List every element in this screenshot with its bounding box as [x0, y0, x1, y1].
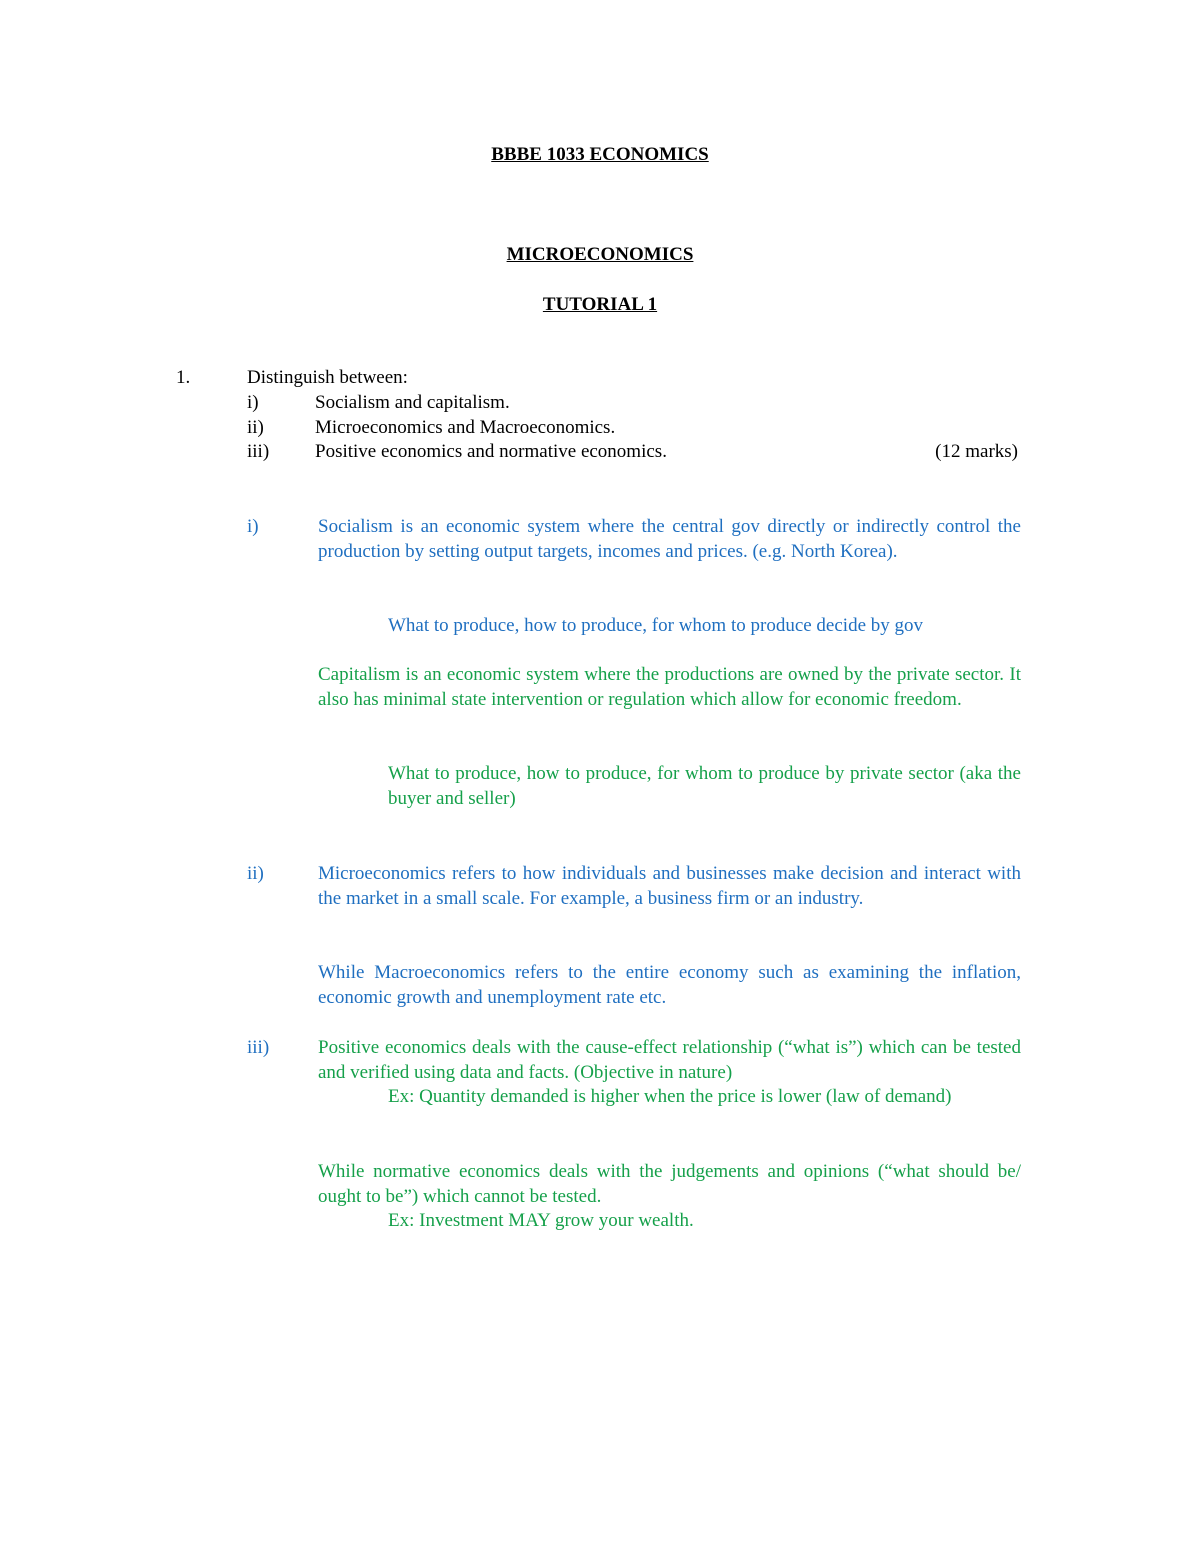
answer-normative-example: Ex: Investment MAY grow your wealth. [388, 1210, 694, 1231]
question-item-text: Socialism and capitalism. [315, 392, 510, 413]
answer-label: ii) [247, 863, 264, 884]
answer-positive-example: Ex: Quantity demanded is higher when the price is lower (law of demand) [388, 1086, 952, 1107]
question-item-label: i) [247, 392, 259, 413]
answer-capitalism-note: What to produce, how to produce, for whom to produce by private sector (aka the buyer and seller) [388, 763, 1021, 809]
question-item-text: Microeconomics and Macroeconomics. [315, 417, 616, 438]
question-number: 1. [176, 367, 191, 388]
answer-normative-economics: While normative economics deals with the judgements and opinions (“what should be/ ought to be”) which cannot be tested. [318, 1161, 1021, 1207]
answer-label: i) [247, 516, 259, 537]
course-title: BBBE 1033 ECONOMICS [491, 144, 709, 165]
subject-title: MICROECONOMICS [506, 244, 694, 265]
answer-socialism-note: What to produce, how to produce, for whom to produce decide by gov [388, 615, 924, 636]
answer-capitalism: Capitalism is an economic system where the productions are owned by the private sector. It also has minimal state intervention or regulation which allow for economic freedom. [318, 664, 1021, 710]
question-prompt: Distinguish between: [247, 367, 408, 388]
answer-macroeconomics: While Macroeconomics refers to the entire economy such as examining the inflation, economic growth and unemployment rate etc. [318, 962, 1021, 1008]
answer-socialism: Socialism is an economic system where the central gov directly or indirectly control the production by setting output targets, incomes and prices. (e.g. North Korea). [318, 516, 1021, 562]
question-item-label: ii) [247, 417, 264, 438]
answer-positive-economics: Positive economics deals with the cause-effect relationship (“what is”) which can be tested and verified using data and facts. (Objective in nature) [318, 1037, 1021, 1083]
answer-label: iii) [247, 1037, 270, 1058]
question-marks: (12 marks) [935, 441, 1018, 462]
question-item-label: iii) [247, 441, 270, 462]
question-item-text: Positive economics and normative economics. [315, 441, 667, 462]
tutorial-title: TUTORIAL 1 [542, 294, 658, 315]
answer-microeconomics: Microeconomics refers to how individuals and businesses make decision and interact with the market in a small scale. For example, a business firm or an industry. [318, 863, 1021, 909]
